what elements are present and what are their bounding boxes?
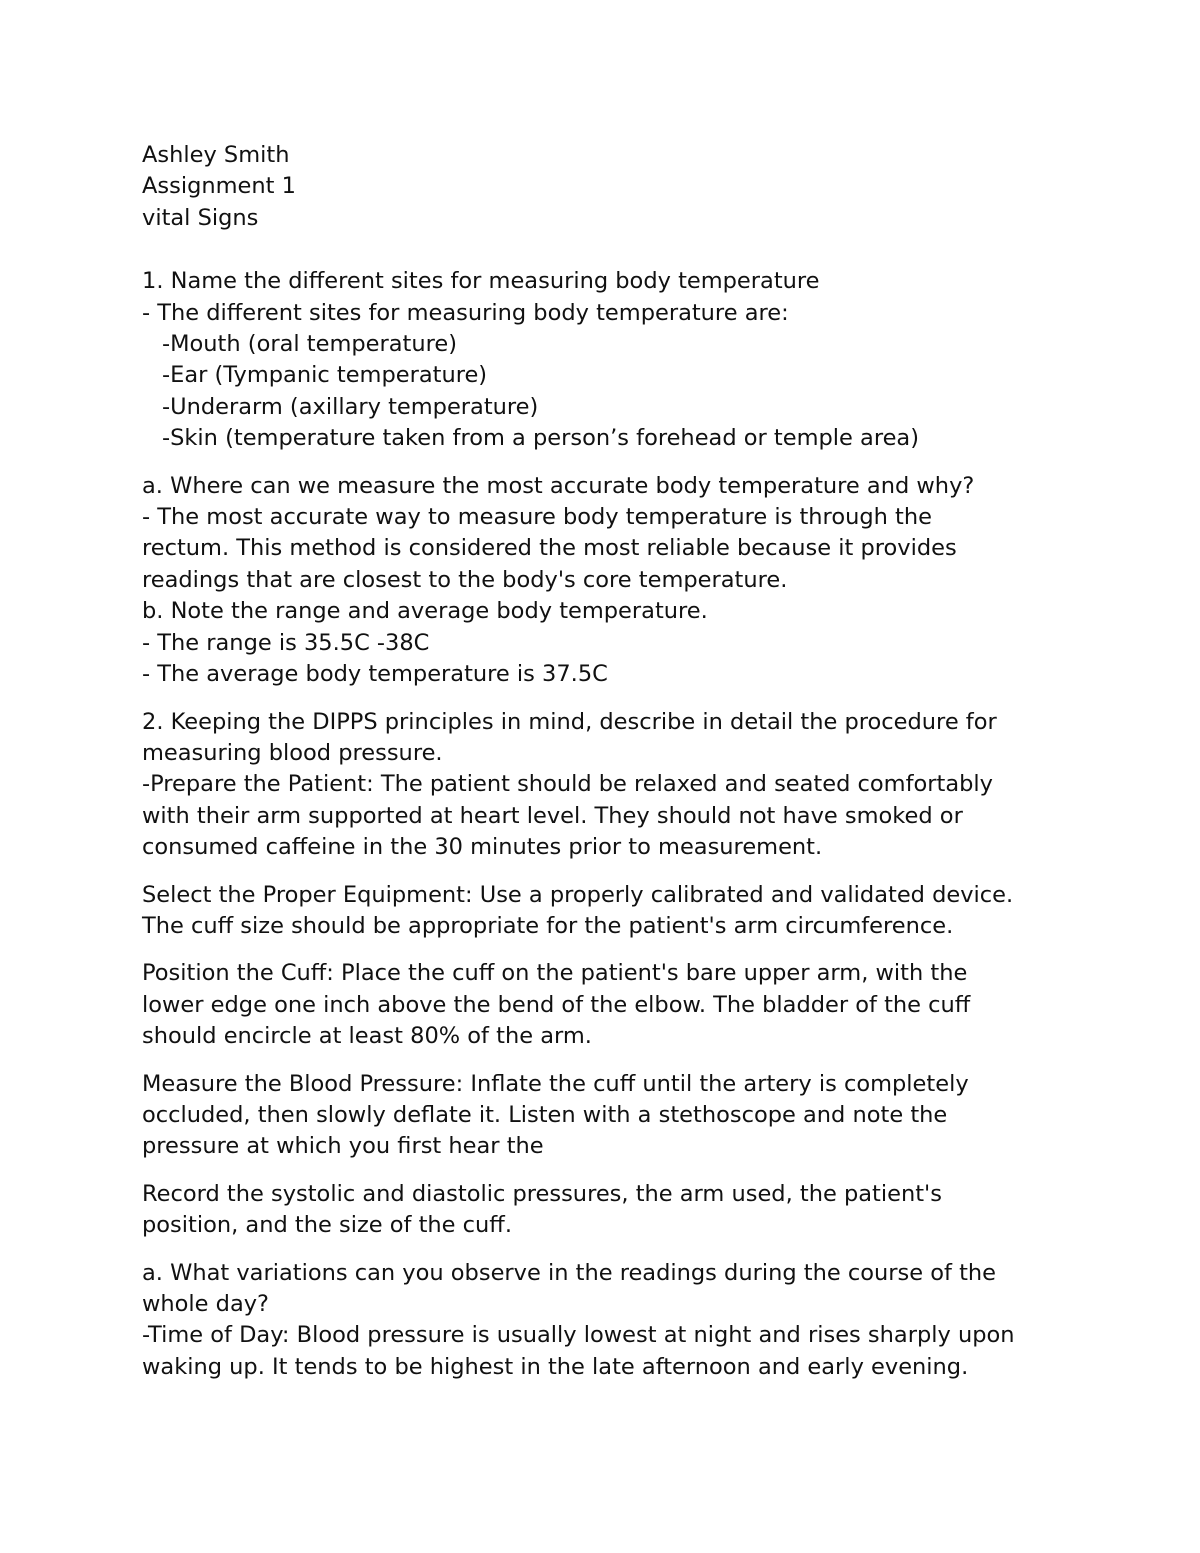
question-2a-line: whole day? (142, 1291, 270, 1317)
question-2-line: 2. Keeping the DIPPS principles in mind, describe in detail the procedure for (142, 708, 997, 735)
site-item: -Ear (Tympanic temperature) (162, 362, 488, 389)
author-name: Ashley Smith (142, 142, 290, 168)
question-1a-block (142, 471, 1077, 691)
prepare-patient-line: with their arm supported at heart level. They should not have smoked or (142, 802, 963, 829)
equipment-paragraph (142, 880, 1077, 943)
prepare-patient-line: consumed caffeine in the 30 minutes prior to measurement. (142, 834, 823, 861)
site-item: -Skin (temperature taken from a person’s forehead or temple area) (162, 425, 919, 452)
prepare-patient-line: -Prepare the Patient: The patient should be relaxed and seated comfortably (142, 771, 993, 798)
cuff-line: should encircle at least 80% of the arm. (142, 1023, 592, 1050)
question-2-block (142, 707, 1077, 864)
cuff-paragraph (142, 958, 1077, 1052)
measure-line: pressure at which you first hear the (142, 1133, 544, 1160)
question-2-line: measuring blood pressure. (142, 739, 443, 766)
site-item: -Mouth (oral temperature) (162, 331, 457, 358)
assignment-title: Assignment 1 (142, 173, 296, 200)
equipment-line: The cuff size should be appropriate for the patient's arm circumference. (142, 912, 954, 939)
answer-1a-line: readings that are closest to the body's core temperature. (142, 566, 788, 593)
question-1a: a. Where can we measure the most accurate body temperature and why? (142, 472, 975, 499)
answer-1b-range: - The range is 35.5C -38C (142, 629, 430, 656)
question-2a-line: a. What variations can you observe in the readings during the course of the (142, 1259, 996, 1286)
header-block (142, 140, 1077, 234)
answer-2a-line: waking up. It tends to be highest in the late afternoon and early evening. (142, 1353, 969, 1380)
site-item: -Underarm (axillary temperature) (162, 393, 539, 420)
question-1b: b. Note the range and average body temperature. (142, 598, 708, 625)
assignment-topic: vital Signs (142, 204, 259, 231)
record-paragraph (142, 1179, 1077, 1242)
answer-1a-line: rectum. This method is considered the most reliable because it provides (142, 535, 957, 562)
answer-1-intro: - The different sites for measuring body temperature are: (142, 299, 789, 326)
answer-2a-line: -Time of Day: Blood pressure is usually lowest at night and rises sharply upon (142, 1322, 1015, 1349)
question-1: 1. Name the different sites for measuring body temperature (142, 268, 820, 295)
record-line: position, and the size of the cuff. (142, 1212, 512, 1239)
question-2a-block (142, 1258, 1077, 1384)
equipment-line: Select the Proper Equipment: Use a properly calibrated and validated device. (142, 881, 1014, 908)
answer-1a-line: - The most accurate way to measure body temperature is through the (142, 504, 932, 531)
cuff-line: lower edge one inch above the bend of the elbow. The bladder of the cuff (142, 991, 971, 1018)
cuff-line: Position the Cuff: Place the cuff on the patient's bare upper arm, with the (142, 960, 968, 987)
document-body (142, 140, 1077, 1383)
answer-1b-average: - The average body temperature is 37.5C (142, 661, 608, 688)
question-1-block (142, 266, 1077, 454)
measure-line: Measure the Blood Pressure: Inflate the cuff until the artery is completely (142, 1070, 969, 1097)
record-line: Record the systolic and diastolic pressures, the arm used, the patient's (142, 1180, 942, 1207)
measure-line: occluded, then slowly deflate it. Listen with a stethoscope and note the (142, 1101, 948, 1128)
measure-paragraph (142, 1069, 1077, 1163)
